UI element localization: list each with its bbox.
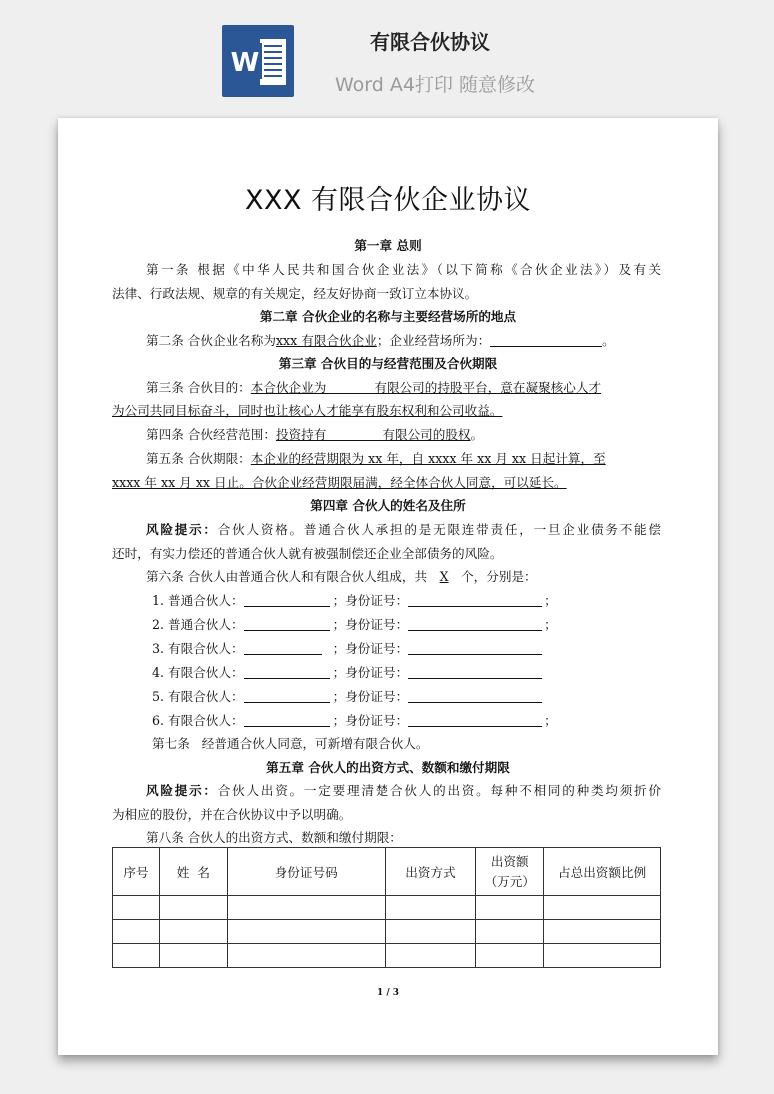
article-2-mid: ；企业经营场所为： (376, 333, 491, 348)
article-2 (146, 333, 615, 349)
table-cell[interactable] (159, 944, 227, 968)
partner-name-blank[interactable] (244, 714, 330, 727)
article-5-line1 (146, 451, 606, 467)
partner-end: ； (544, 617, 557, 632)
article-6-prefix: 第六条 合伙人由普通合伙人和有限合伙人组成，共 (146, 569, 428, 584)
partner-row (152, 713, 557, 729)
chapter-3-title: 第三章 合伙目的与经营范围及合伙期限 (278, 356, 498, 371)
partner-count[interactable]: X (439, 569, 449, 584)
risk-label-1: 风险提示： (146, 522, 218, 537)
article-5-term: 本企业的经营期限为 xx 年，自 xxxx 年 xx 月 xx 日起计算，至 (250, 451, 606, 466)
table-cell[interactable] (385, 944, 476, 968)
partner-label: 2. 普通合伙人： (152, 617, 244, 632)
partner-row (152, 593, 557, 609)
partner-id-label: ；身份证号： (332, 617, 409, 632)
table-row (113, 920, 661, 944)
table-cell[interactable] (227, 896, 385, 920)
table-cell[interactable] (476, 920, 544, 944)
header-subtitle: Word A4打印 随意修改 (334, 74, 535, 96)
enterprise-name: xxx 有限合伙企业 (275, 333, 377, 348)
table-cell[interactable] (227, 920, 385, 944)
risk-note-1-line2: 还时，有实力偿还的普通合伙人就有被强制偿还企业全部债务的风险。 (112, 546, 503, 561)
chapter-1-title: 第一章 总则 (354, 238, 422, 253)
partner-name-blank[interactable] (244, 642, 322, 655)
table-cell[interactable] (385, 896, 476, 920)
document-page (58, 118, 718, 1055)
partner-id-blank[interactable] (408, 594, 542, 607)
col-header-name: 姓 名 (159, 848, 227, 896)
article-6-end: 个，分别是： (461, 569, 537, 584)
partner-id-label: ；身份证号： (332, 689, 409, 704)
partner-id-blank[interactable] (408, 618, 542, 631)
risk-note-1-text: 合伙人资格。普通合伙人承担的是无限连带责任，一旦企业债务不能偿 (217, 522, 662, 537)
partner-row (152, 689, 542, 705)
partner-name-blank[interactable] (244, 666, 330, 679)
partner-name-blank[interactable] (244, 690, 330, 703)
article-5-line2: xxxx 年 xx 月 xx 日止。合伙企业经营期限届满，经全体合伙人同意，可以延长。 (112, 475, 567, 490)
article-1-line2: 法律、行政法规、规章的有关规定，经友好协商一致订立本协议。 (112, 286, 478, 301)
chapter-4-title: 第四章 合伙人的姓名及住所 (310, 498, 466, 513)
partner-label: 6. 有限合伙人： (152, 713, 244, 728)
word-icon-letter: W (230, 48, 260, 78)
article-3-line1 (146, 380, 601, 396)
contribution-table (112, 847, 661, 968)
col-header-amount-line1: 出资额 (490, 853, 529, 869)
article-3-line2: 为公司共同目标奋斗，同时也让核心人才能享有股东权利和公司收益。 (112, 403, 503, 418)
address-blank[interactable] (490, 334, 602, 347)
partner-end: ； (544, 593, 557, 608)
partner-label: 5. 有限合伙人： (152, 689, 244, 704)
table-row (113, 944, 661, 968)
partner-label: 4. 有限合伙人： (152, 665, 244, 680)
table-cell[interactable] (385, 920, 476, 944)
partner-name-blank[interactable] (244, 618, 330, 631)
article-4-prefix: 第四条 合伙经营范围： (146, 427, 276, 442)
col-header-method: 出资方式 (385, 848, 476, 896)
partner-row (152, 617, 557, 633)
table-cell[interactable] (113, 920, 160, 944)
chapter-2-title: 第二章 合伙企业的名称与主要经营场所的地点 (259, 309, 517, 324)
article-3-purpose: 本合伙企业为 有限公司的持股平台，意在凝聚核心人才 (250, 380, 602, 395)
partner-id-label: ；身份证号： (332, 593, 409, 608)
table-cell[interactable] (113, 944, 160, 968)
table-cell[interactable] (476, 944, 544, 968)
col-header-amount-line2: （万元） (484, 873, 535, 889)
article-8: 第八条 合伙人的出资方式、数额和缴付期限： (146, 830, 402, 845)
partner-id-blank[interactable] (408, 666, 542, 679)
partner-id-label: ；身份证号： (332, 665, 409, 680)
col-header-id: 身份证号码 (227, 848, 385, 896)
table-header-row (113, 848, 661, 896)
article-4-scope: 投资持有 有限公司的股权 (275, 427, 471, 442)
table-cell[interactable] (476, 896, 544, 920)
article-2-prefix: 第二条 合伙企业名称为 (146, 333, 276, 348)
article-6 (146, 569, 537, 585)
page-number: 1 / 3 (376, 988, 400, 998)
table-cell[interactable] (544, 944, 661, 968)
partner-row (152, 641, 542, 657)
partner-row (152, 665, 542, 681)
header-title: 有限合伙协议 (370, 30, 490, 54)
table-cell[interactable] (159, 896, 227, 920)
word-icon (222, 25, 294, 97)
article-4-end: 。 (470, 427, 484, 442)
col-header-amount (476, 848, 544, 896)
table-cell[interactable] (544, 920, 661, 944)
partner-label: 3. 有限合伙人： (152, 641, 244, 656)
risk-note-2-line1 (112, 783, 661, 799)
table-cell[interactable] (544, 896, 661, 920)
risk-note-2-line2: 为相应的股份，并在合伙协议中予以明确。 (112, 807, 352, 822)
risk-label-2: 风险提示： (146, 783, 218, 798)
table-row (113, 896, 661, 920)
document-title: XXX 有限合伙企业协议 (244, 185, 532, 216)
partner-id-blank[interactable] (408, 714, 542, 727)
partner-end: ； (544, 713, 557, 728)
table-cell[interactable] (227, 944, 385, 968)
article-5-prefix: 第五条 合伙期限： (146, 451, 251, 466)
table-cell[interactable] (159, 920, 227, 944)
partner-id-blank[interactable] (408, 642, 542, 655)
article-7: 第七条 经普通合伙人同意，可新增有限合伙人。 (152, 736, 429, 751)
partner-label: 1. 普通合伙人： (152, 593, 244, 608)
partner-name-blank[interactable] (244, 594, 330, 607)
article-1-line1: 第一条 根据《中华人民共和国合伙企业法》（以下简称《合伙企业法》）及有关 (146, 262, 661, 277)
table-cell[interactable] (113, 896, 160, 920)
partner-id-blank[interactable] (408, 690, 542, 703)
risk-note-2-text: 合伙人出资。一定要理清楚合伙人的出资。每种不相同的种类均须折价 (217, 783, 662, 798)
risk-note-1-line1 (112, 522, 661, 538)
chapter-5-title: 第五章 合伙人的出资方式、数额和缴付期限 (266, 760, 510, 775)
partner-id-label: ；身份证号： (332, 641, 409, 656)
article-4 (146, 427, 483, 443)
partner-id-label: ；身份证号： (332, 713, 409, 728)
col-header-ratio: 占总出资额比例 (544, 848, 661, 896)
col-header-index: 序号 (113, 848, 160, 896)
article-3-prefix: 第三条 合伙目的： (146, 380, 251, 395)
article-2-end: 。 (602, 333, 615, 348)
